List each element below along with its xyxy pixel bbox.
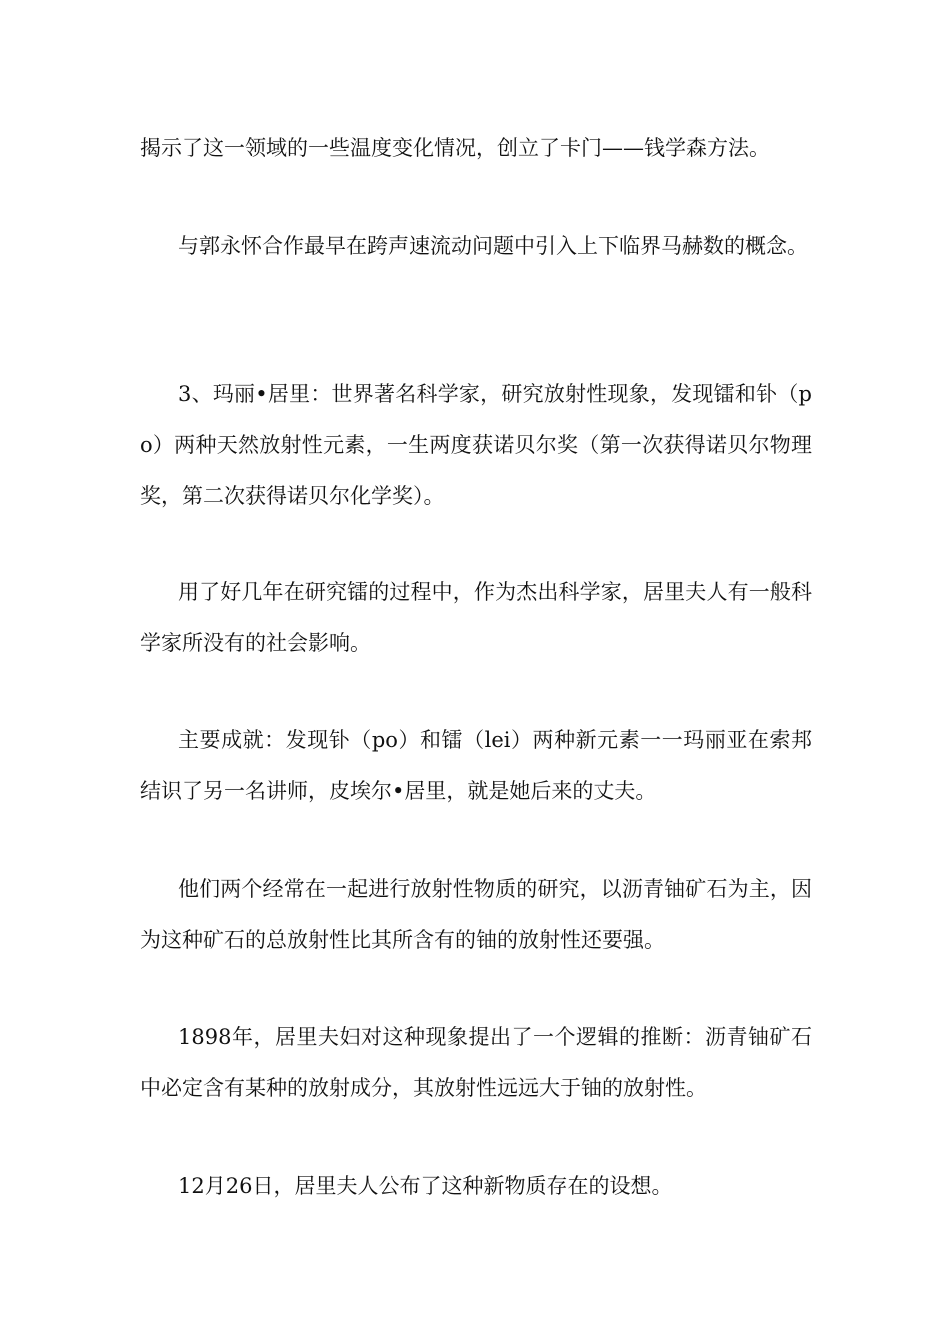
paragraph-6: 他们两个经常在一起进行放射性物质的研究，以沥青铀矿石为主，因为这种矿石的总放射性比其所含有的铀的放射性还要强。 [140,877,812,952]
paragraph-5: 主要成就：发现钋（po）和镭（lei）两种新元素一一玛丽亚在索邦结识了另一名讲师，皮埃尔•居里，就是她后来的丈夫。 [140,728,812,803]
paragraph-1: 揭示了这一领域的一些温度变化情况，创立了卡门——钱学森方法。 [140,136,770,160]
paragraph-7: 1898年，居里夫妇对这种现象提出了一个逻辑的推断：沥青铀矿石中必定含有某种的放射成分，其放射性远远大于铀的放射性。 [140,1025,812,1100]
paragraph-4: 用了好几年在研究镭的过程中，作为杰出科学家，居里夫人有一般科学家所没有的社会影响。 [140,580,812,655]
paragraph-8: 12月26日，居里夫人公布了这种新物质存在的设想。 [178,1174,673,1198]
paragraph-2: 与郭永怀合作最早在跨声速流动问题中引入上下临界马赫数的概念。 [178,234,808,258]
paragraph-3: 3、玛丽•居里：世界著名科学家，研究放射性现象，发现镭和钋（po）两种天然放射性元素，一生两度获诺贝尔奖（第一次获得诺贝尔物理奖，第二次获得诺贝尔化学奖）。 [140,382,812,508]
